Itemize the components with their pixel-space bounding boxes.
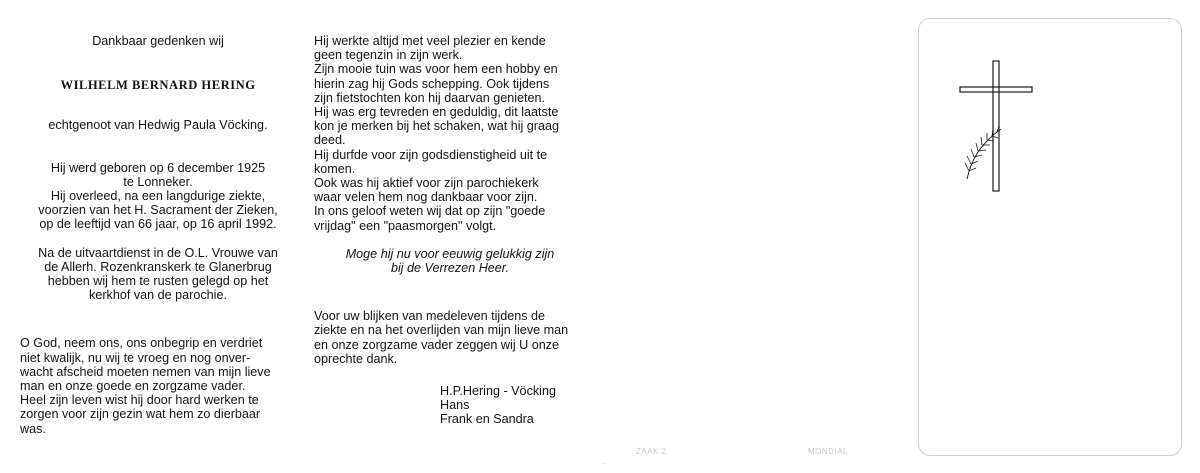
- paragraph-line: Zijn mooie tuin was voor hem een hobby en: [314, 62, 558, 77]
- paragraph-line: Voor uw blijken van medeleven tijdens de: [314, 309, 546, 324]
- paragraph-line: wacht afscheid moeten nemen van mijn lieve: [20, 364, 271, 379]
- paragraph-line: Hij werd geboren op 6 december 1925: [50, 160, 266, 175]
- paragraph-line: In ons geloof weten wij dat op zijn "goede: [314, 204, 546, 219]
- paragraph-line: op de leeftijd van 66 jaar, op 16 april 1992.: [39, 217, 277, 232]
- paragraph-line: te Lonneker.: [123, 174, 193, 189]
- paragraph-line: O God, neem ons, ons onbegrip en verdriet: [20, 336, 263, 351]
- paragraph-line: voorzien van het H. Sacrament der Zieken,: [38, 203, 278, 218]
- signatory: Hans: [440, 398, 470, 413]
- paragraph-line: Heel zijn leven wist hij door hard werken te: [20, 393, 259, 408]
- paragraph-line: oprechte dank.: [314, 351, 398, 366]
- paragraph-line: zorgen voor zijn gezin wat hem zo dierbaar: [20, 407, 261, 422]
- paragraph-line: hebben wij hem te rusten gelegd op het: [47, 274, 269, 289]
- left-column: [20, 34, 296, 436]
- print-mark-left: ZAAK 2: [636, 447, 667, 456]
- life-paragraph: [314, 34, 586, 233]
- paragraph-line: waar velen hem nog dankbaar voor zijn.: [314, 190, 538, 205]
- paragraph-line: hierin zag hij Gods schepping. Ook tijdens: [314, 76, 550, 91]
- signatory: Frank en Sandra: [440, 412, 534, 427]
- paragraph-line: komen.: [314, 161, 356, 176]
- paragraph-line: zijn fietstochten kon hij daarvan genieten.: [314, 90, 546, 105]
- paragraph-line: Na de uitvaartdienst in de O.L. Vrouwe van: [38, 245, 278, 260]
- paragraph-line: man en onze goede en zorgzame vader.: [20, 379, 246, 394]
- paragraph-line: en onze zorgzame vader zeggen wij U onze: [314, 337, 560, 352]
- paragraph-line: Hij durfde voor zijn godsdienstigheid uit te: [314, 147, 548, 162]
- paragraph-line: was.: [20, 421, 46, 436]
- paragraph-line: Hij werkte altijd met veel plezier en kende: [314, 34, 546, 48]
- thanks-paragraph: [314, 309, 586, 366]
- paragraph-line: de Allerh. Rozenkranskerk te Glanerbrug: [44, 259, 272, 274]
- paragraph-line: vrijdag" een "paasmorgen" volgt.: [314, 218, 497, 233]
- paragraph-line: geen tegenzin in zijn werk.: [314, 48, 463, 63]
- birth-death-paragraph: [20, 161, 296, 232]
- paragraph-line: Ook was hij aktief voor zijn parochiekerk: [314, 176, 539, 191]
- signatory: H.P.Hering - Vöcking: [440, 384, 556, 399]
- paragraph-line: kon je merken bij het schaken, wat hij graag: [314, 119, 560, 134]
- wish-paragraph: [314, 247, 586, 275]
- paragraph-line: bij de Verrezen Heer.: [390, 261, 510, 276]
- front-card: [918, 18, 1182, 456]
- print-mark-right: MONDIAL: [808, 447, 848, 456]
- right-column: [314, 34, 586, 427]
- paragraph-line: Moge hij nu voor eeuwig gelukkig zijn: [345, 246, 555, 261]
- paragraph-line: deed.: [314, 133, 346, 148]
- burial-paragraph: [20, 246, 296, 303]
- intro-text: Dankbaar gedenken wij: [92, 34, 224, 48]
- paragraph-line: Hij overleed, na een langdurige ziekte,: [50, 189, 266, 204]
- cross-with-palm-icon: [957, 53, 1037, 193]
- spouse-text: echtgenoot van Hedwig Paula Vöcking.: [48, 118, 268, 133]
- paragraph-line: kerkhof van de parochie.: [89, 288, 227, 303]
- paragraph-line: ziekte en na het overlijden van mijn lieve man: [314, 323, 569, 338]
- prayer-paragraph: [20, 336, 296, 435]
- fold-mark: [602, 463, 606, 464]
- deceased-name: WILHELM BERNARD HERING: [60, 78, 256, 93]
- paragraph-line: Hij was erg tevreden en geduldig, dit laatste: [314, 105, 559, 120]
- paragraph-line: niet kwalijk, nu wij te vroeg en nog onver-: [20, 350, 251, 365]
- signatories: [314, 384, 586, 427]
